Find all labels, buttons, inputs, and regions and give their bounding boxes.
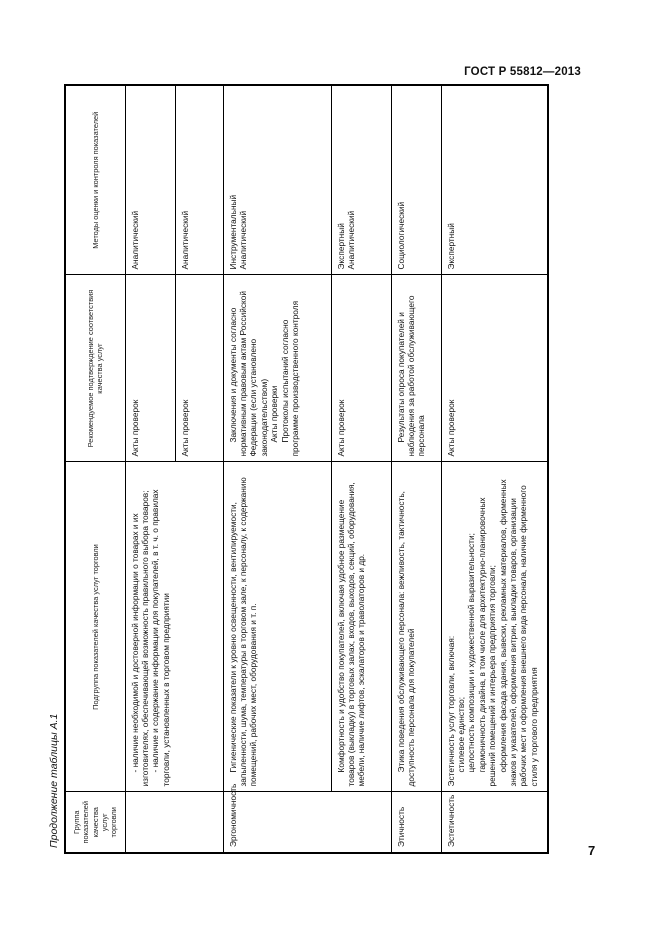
table-caption: Продолжение таблицы А.1 bbox=[48, 713, 60, 848]
methods-cell bbox=[223, 85, 331, 275]
confirmation-cell bbox=[391, 275, 441, 462]
subgroup-text: оформления фасада здания, вывески, рекламных материалов, фирменных знаков и указателей, оформления витрин, выкладки товаров, организации рабочих мест и оформления внешнего вида персонала, наличие фирменного стиля у торгового предприятия bbox=[497, 479, 539, 787]
subgroup-text: Комфортность и удобство покупателей, включая удобное размещение товаров (выкладку) в торговых залах, входов, выходов, секций, оборудования, мебели, наличие лифтов, эскалаторов и траволаторов и др. bbox=[335, 482, 367, 787]
subgroup-cell bbox=[223, 462, 331, 792]
table-row bbox=[223, 85, 331, 853]
confirmation-text: Акты проверок bbox=[445, 399, 456, 457]
methods-cell bbox=[331, 85, 391, 275]
methods-cell bbox=[441, 85, 548, 275]
method-text: Экспертный bbox=[445, 223, 456, 270]
subgroup-cell bbox=[441, 462, 548, 792]
subgroup-cell bbox=[125, 462, 223, 792]
method-text: Аналитический bbox=[179, 210, 190, 270]
table-row bbox=[125, 85, 175, 853]
confirmation-text: Акты проверок bbox=[129, 399, 140, 457]
group-cell: Эргономичность bbox=[223, 792, 391, 853]
subgroup-text: Эстетичность услуг торговли, включая: bbox=[445, 635, 456, 787]
table-row bbox=[331, 85, 391, 853]
subgroup-text: - наличие необходимой и достоверной информации о товарах и их изготовителях, обеспечивающей возможность правильного выбора товаров; bbox=[129, 490, 150, 787]
confirmation-cell bbox=[125, 275, 175, 462]
method-text: Аналитический bbox=[237, 210, 248, 270]
confirmation-cell bbox=[441, 275, 548, 462]
page-number: 7 bbox=[588, 843, 596, 858]
table-header-row bbox=[65, 85, 125, 853]
column-header-subgroup: Подгруппа показателей качества услуг торговли bbox=[65, 462, 125, 792]
subgroup-text: Гигиенические показатели к уровню освещенности, вентилируемости, запыленности, шума, температуры в торговом зале, к персоналу, к содержанию помещений, рабочих мест, оборудования и т. п. bbox=[227, 477, 259, 787]
confirmation-cell bbox=[331, 275, 391, 462]
column-header-group: Группа показателей качества услуг торговли bbox=[65, 792, 125, 853]
subgroup-cell bbox=[391, 462, 441, 792]
method-text: Аналитический bbox=[129, 210, 140, 270]
rotated-table-wrapper bbox=[64, 86, 549, 854]
group-cell bbox=[125, 792, 223, 853]
table-row bbox=[441, 85, 548, 853]
subgroup-text: гармоничность дизайна, в том числе для архитектурно-планировочных решений помещений и интерьера предприятия торговли; bbox=[476, 497, 498, 787]
confirmation-text: Протоколы испытаний согласно программе производственного контроля bbox=[279, 300, 300, 457]
confirmation-cell bbox=[175, 275, 223, 462]
standard-designation: ГОСТ Р 55812—2013 bbox=[464, 66, 581, 78]
confirmation-text: Акты проверок bbox=[179, 399, 190, 457]
quality-indicators-table bbox=[64, 84, 549, 854]
method-text: Инструментальный bbox=[227, 194, 238, 270]
subgroup-cell bbox=[331, 462, 391, 792]
table-frame bbox=[64, 86, 549, 854]
column-header-methods: Методы оценки и контроля показателей bbox=[65, 85, 125, 275]
methods-cell bbox=[391, 85, 441, 275]
method-text: Социологический bbox=[395, 201, 406, 270]
subgroup-text: Этика поведения обслуживающего персонала: вежливость, тактичность, доступность персонала для покупателей bbox=[395, 491, 416, 787]
confirmation-text: Акты проверок bbox=[335, 399, 346, 457]
group-cell: Эстетичность bbox=[441, 792, 548, 853]
table-row bbox=[391, 85, 441, 853]
confirmation-cell bbox=[223, 275, 331, 462]
group-cell: Этичность bbox=[391, 792, 441, 853]
confirmation-text: Акты проверки bbox=[269, 385, 280, 443]
method-text: Аналитический bbox=[345, 210, 356, 270]
confirmation-text: Результаты опроса покупателей и наблюдения за работой обслуживающего персонала bbox=[395, 295, 427, 457]
method-text: Экспертный bbox=[335, 223, 346, 270]
confirmation-text: Заключения и документы согласно нормативным правовым актам Российской Федерации (если установлено законодательством) bbox=[227, 290, 269, 457]
subgroup-text: целостность композиции и художественной выразительности; bbox=[466, 533, 477, 773]
methods-cell bbox=[125, 85, 175, 275]
methods-cell bbox=[175, 85, 223, 275]
column-header-confirmation: Рекомендуемое подтверждение соответствия качества услуг bbox=[65, 275, 125, 462]
subgroup-text: стилевое единство; bbox=[455, 696, 466, 773]
subgroup-text: - наличие и содержание информации для покупателей, в т. ч. о правилах торговли, установленных в торговом предприятии bbox=[150, 489, 171, 787]
